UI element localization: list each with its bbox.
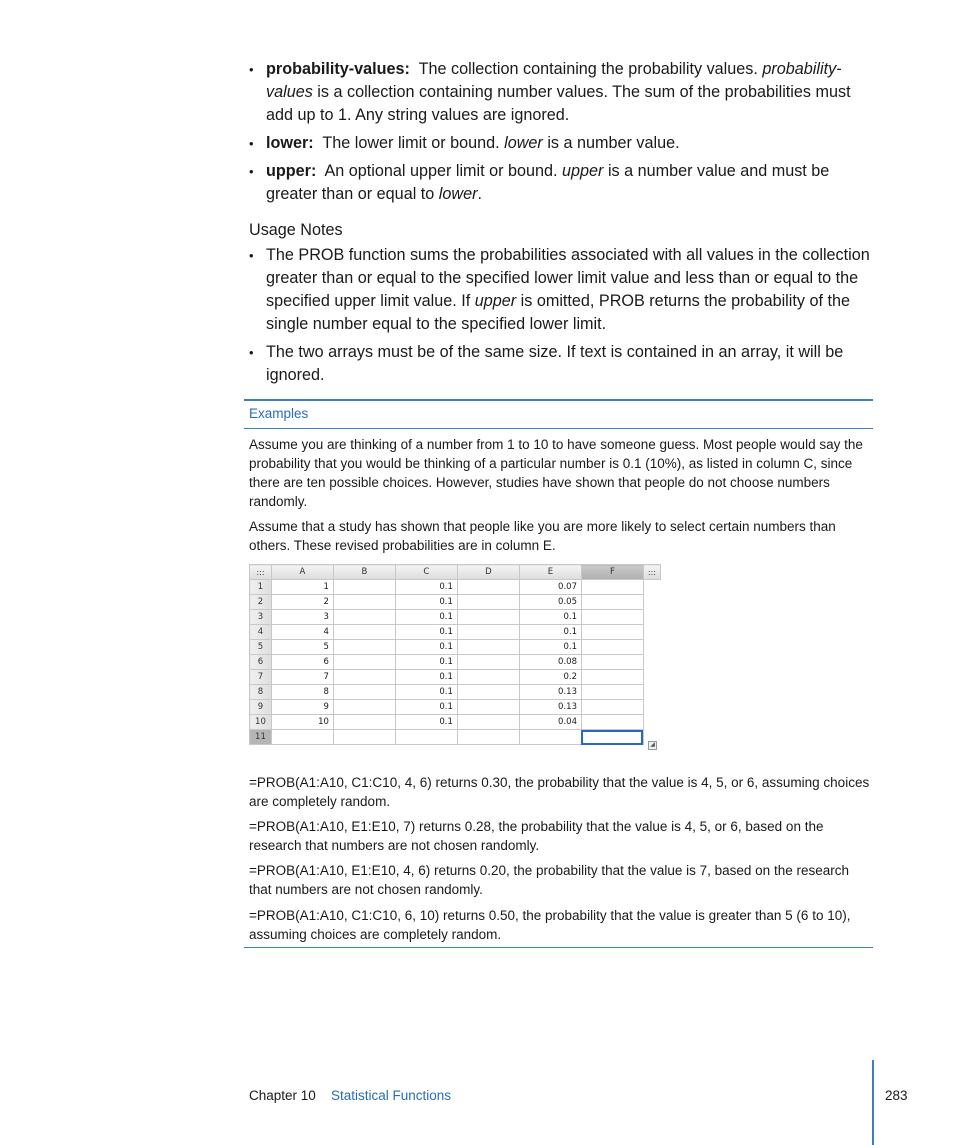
usage-text: The two arrays must be of the same size. If text is contained in an array, it will be ignored. <box>266 343 844 384</box>
cell-d6[interactable] <box>457 655 519 670</box>
example-result-4: =PROB(A1:A10, C1:C10, 6, 10) returns 0.50, the probability that the value is greater than 5 (6 to 10), assuming choices are completely random. <box>249 908 851 942</box>
cell-f9[interactable] <box>581 700 643 715</box>
cell-b2[interactable] <box>333 595 395 610</box>
cell-c6[interactable]: 0.1 <box>395 655 457 670</box>
usage-italic: upper <box>474 292 517 310</box>
cell-a5[interactable]: 5 <box>271 640 333 655</box>
arg-italic: probability-values <box>266 60 842 101</box>
row-header[interactable]: 6 <box>250 655 272 670</box>
cell-a3[interactable]: 3 <box>271 610 333 625</box>
cell-c2[interactable]: 0.1 <box>395 595 457 610</box>
cell-c7[interactable]: 0.1 <box>395 670 457 685</box>
resize-handle-icon[interactable]: ◢ <box>648 741 657 750</box>
row-header[interactable]: 4 <box>250 625 272 640</box>
arg-rest: is a number value. <box>547 134 680 152</box>
cell-a7[interactable]: 7 <box>271 670 333 685</box>
arg-name: upper: <box>266 162 317 180</box>
arg-rest: is a number value and must be greater than or equal to <box>266 162 830 203</box>
cell-a1[interactable]: 1 <box>271 580 333 595</box>
arg-end: . <box>477 185 482 203</box>
footer-chapter: Chapter 10 <box>249 1088 316 1103</box>
cell-a9[interactable]: 9 <box>271 700 333 715</box>
cell-a10[interactable]: 10 <box>271 715 333 730</box>
examples-intro-2: Assume that a study has shown that people like you are more likely to select certain numbers than others. These revised probabilities are in column E. <box>249 519 836 553</box>
cell-f6[interactable] <box>581 655 643 670</box>
examples-header <box>244 399 873 429</box>
cell-e9[interactable]: 0.13 <box>519 700 581 715</box>
cell-a11[interactable] <box>271 730 333 745</box>
examples-intro-1: Assume you are thinking of a number from 1 to 10 to have someone guess. Most people would say the probability that you would be thinking of a particular number is 0.1 (10%), as listed in column C, since there are ten possible choices. However, studies have shown that people do not choose numbers randomly. <box>249 437 863 509</box>
sheet-row <box>250 640 661 655</box>
arg-italic: upper <box>562 162 604 180</box>
row-header[interactable]: 5 <box>250 640 272 655</box>
cell-e10[interactable]: 0.04 <box>519 715 581 730</box>
footer-divider <box>872 1060 874 1145</box>
cell-c3[interactable]: 0.1 <box>395 610 457 625</box>
cell-e2[interactable]: 0.05 <box>519 595 581 610</box>
argument-list <box>249 58 874 211</box>
column-header-b[interactable]: B <box>333 565 395 580</box>
sheet-body <box>250 580 661 745</box>
cell-d11[interactable] <box>457 730 519 745</box>
cell-b10[interactable] <box>333 715 395 730</box>
row-header[interactable]: 1 <box>250 580 272 595</box>
spreadsheet[interactable] <box>249 564 661 756</box>
cell-b3[interactable] <box>333 610 395 625</box>
usage-note <box>249 341 874 387</box>
example-result-2: =PROB(A1:A10, E1:E10, 7) returns 0.28, the probability that the value is 4, 5, or 6, based on the research that numbers are not chosen randomly. <box>249 819 824 853</box>
cell-a2[interactable]: 2 <box>271 595 333 610</box>
cell-d1[interactable] <box>457 580 519 595</box>
arg-lower <box>249 132 874 155</box>
sheet-row <box>250 610 661 625</box>
cell-d4[interactable] <box>457 625 519 640</box>
cell-c1[interactable]: 0.1 <box>395 580 457 595</box>
column-header-f[interactable]: F <box>581 565 643 580</box>
arg-rest: is a collection containing number values. The sum of the probabilities must add up to 1. Any string values are ignored. <box>266 83 851 124</box>
arg-text: The collection containing the probability values. <box>418 60 758 78</box>
section-divider <box>244 947 873 948</box>
cell-d10[interactable] <box>457 715 519 730</box>
row-header[interactable]: 2 <box>250 595 272 610</box>
cell-d2[interactable] <box>457 595 519 610</box>
cell-a8[interactable]: 8 <box>271 685 333 700</box>
arg-italic: lower <box>504 134 543 152</box>
arg-upper <box>249 160 874 206</box>
cell-d8[interactable] <box>457 685 519 700</box>
arg-name: probability-values: <box>266 60 410 78</box>
cell-f3[interactable] <box>581 610 643 625</box>
cell-b6[interactable] <box>333 655 395 670</box>
sheet-row <box>250 595 661 610</box>
examples-heading: Examples <box>249 406 309 421</box>
cell-e6[interactable]: 0.08 <box>519 655 581 670</box>
page-number: 283 <box>885 1088 908 1103</box>
footer-chapter-title: Statistical Functions <box>331 1088 452 1103</box>
sheet-row <box>250 730 661 745</box>
cell-e4[interactable]: 0.1 <box>519 625 581 640</box>
row-header[interactable]: 7 <box>250 670 272 685</box>
column-header-a[interactable]: A <box>271 565 333 580</box>
corner-grip-icon[interactable]: ::: <box>250 565 272 580</box>
usage-text: is omitted, PROB returns the probability of the single number equal to the specified lower limit. <box>266 292 850 333</box>
cell-f8[interactable] <box>581 685 643 700</box>
cell-e11[interactable] <box>519 730 581 745</box>
cell-e3[interactable]: 0.1 <box>519 610 581 625</box>
sheet-row <box>250 655 661 670</box>
cell-e7[interactable]: 0.2 <box>519 670 581 685</box>
cell-d9[interactable] <box>457 700 519 715</box>
cell-c9[interactable]: 0.1 <box>395 700 457 715</box>
sheet-row <box>250 580 661 595</box>
row-header[interactable]: 11 <box>250 730 272 745</box>
example-result-3: =PROB(A1:A10, E1:E10, 4, 6) returns 0.20, the probability that the value is 7, based on the research that numbers are not chosen randomly. <box>249 863 849 897</box>
cell-b9[interactable] <box>333 700 395 715</box>
cell-f5[interactable] <box>581 640 643 655</box>
sheet-row <box>250 625 661 640</box>
cell-b5[interactable] <box>333 640 395 655</box>
usage-note <box>249 244 874 336</box>
arg-text: An optional upper limit or bound. <box>324 162 558 180</box>
column-header-c[interactable]: C <box>395 565 457 580</box>
usage-text: The PROB function sums the probabilities associated with all values in the collection greater than or equal to the specified lower limit value and less than or equal to the specified upper limit value. If <box>266 246 870 310</box>
column-header-row <box>250 565 661 580</box>
cell-e5[interactable]: 0.1 <box>519 640 581 655</box>
sheet-row <box>250 670 661 685</box>
example-result-1: =PROB(A1:A10, C1:C10, 4, 6) returns 0.30, the probability that the value is 4, 5, or 6, assuming choices are completely random. <box>249 775 870 809</box>
row-header[interactable]: 10 <box>250 715 272 730</box>
usage-notes-list <box>249 244 874 392</box>
cell-f1[interactable] <box>581 580 643 595</box>
column-grip-icon[interactable]: ::: <box>643 565 660 580</box>
cell-f2[interactable] <box>581 595 643 610</box>
cell-d3[interactable] <box>457 610 519 625</box>
cell-c10[interactable]: 0.1 <box>395 715 457 730</box>
cell-b4[interactable] <box>333 625 395 640</box>
cell-e8[interactable]: 0.13 <box>519 685 581 700</box>
arg-italic: lower <box>438 185 478 203</box>
cell-b1[interactable] <box>333 580 395 595</box>
row-header[interactable]: 9 <box>250 700 272 715</box>
sheet-row <box>250 685 661 700</box>
cell-a4[interactable]: 4 <box>271 625 333 640</box>
cell-c8[interactable]: 0.1 <box>395 685 457 700</box>
row-header[interactable]: 8 <box>250 685 272 700</box>
cell-d7[interactable] <box>457 670 519 685</box>
cell-c4[interactable]: 0.1 <box>395 625 457 640</box>
cell-b11[interactable] <box>333 730 395 745</box>
cell-c11[interactable] <box>395 730 457 745</box>
column-header-d[interactable]: D <box>457 565 519 580</box>
cell-b8[interactable] <box>333 685 395 700</box>
arg-name: lower: <box>266 134 314 152</box>
cell-f7[interactable] <box>581 670 643 685</box>
cell-f10[interactable] <box>581 715 643 730</box>
arg-probability-values <box>249 58 874 127</box>
cell-d5[interactable] <box>457 640 519 655</box>
row-header[interactable]: 3 <box>250 610 272 625</box>
usage-notes-title: Usage Notes <box>249 221 343 239</box>
cell-f11[interactable] <box>581 730 643 745</box>
cell-c5[interactable]: 0.1 <box>395 640 457 655</box>
cell-a6[interactable]: 6 <box>271 655 333 670</box>
arg-text: The lower limit or bound. <box>322 134 500 152</box>
column-header-e[interactable]: E <box>519 565 581 580</box>
cell-f4[interactable] <box>581 625 643 640</box>
sheet-row <box>250 700 661 715</box>
sheet-row <box>250 715 661 730</box>
cell-b7[interactable] <box>333 670 395 685</box>
cell-e1[interactable]: 0.07 <box>519 580 581 595</box>
